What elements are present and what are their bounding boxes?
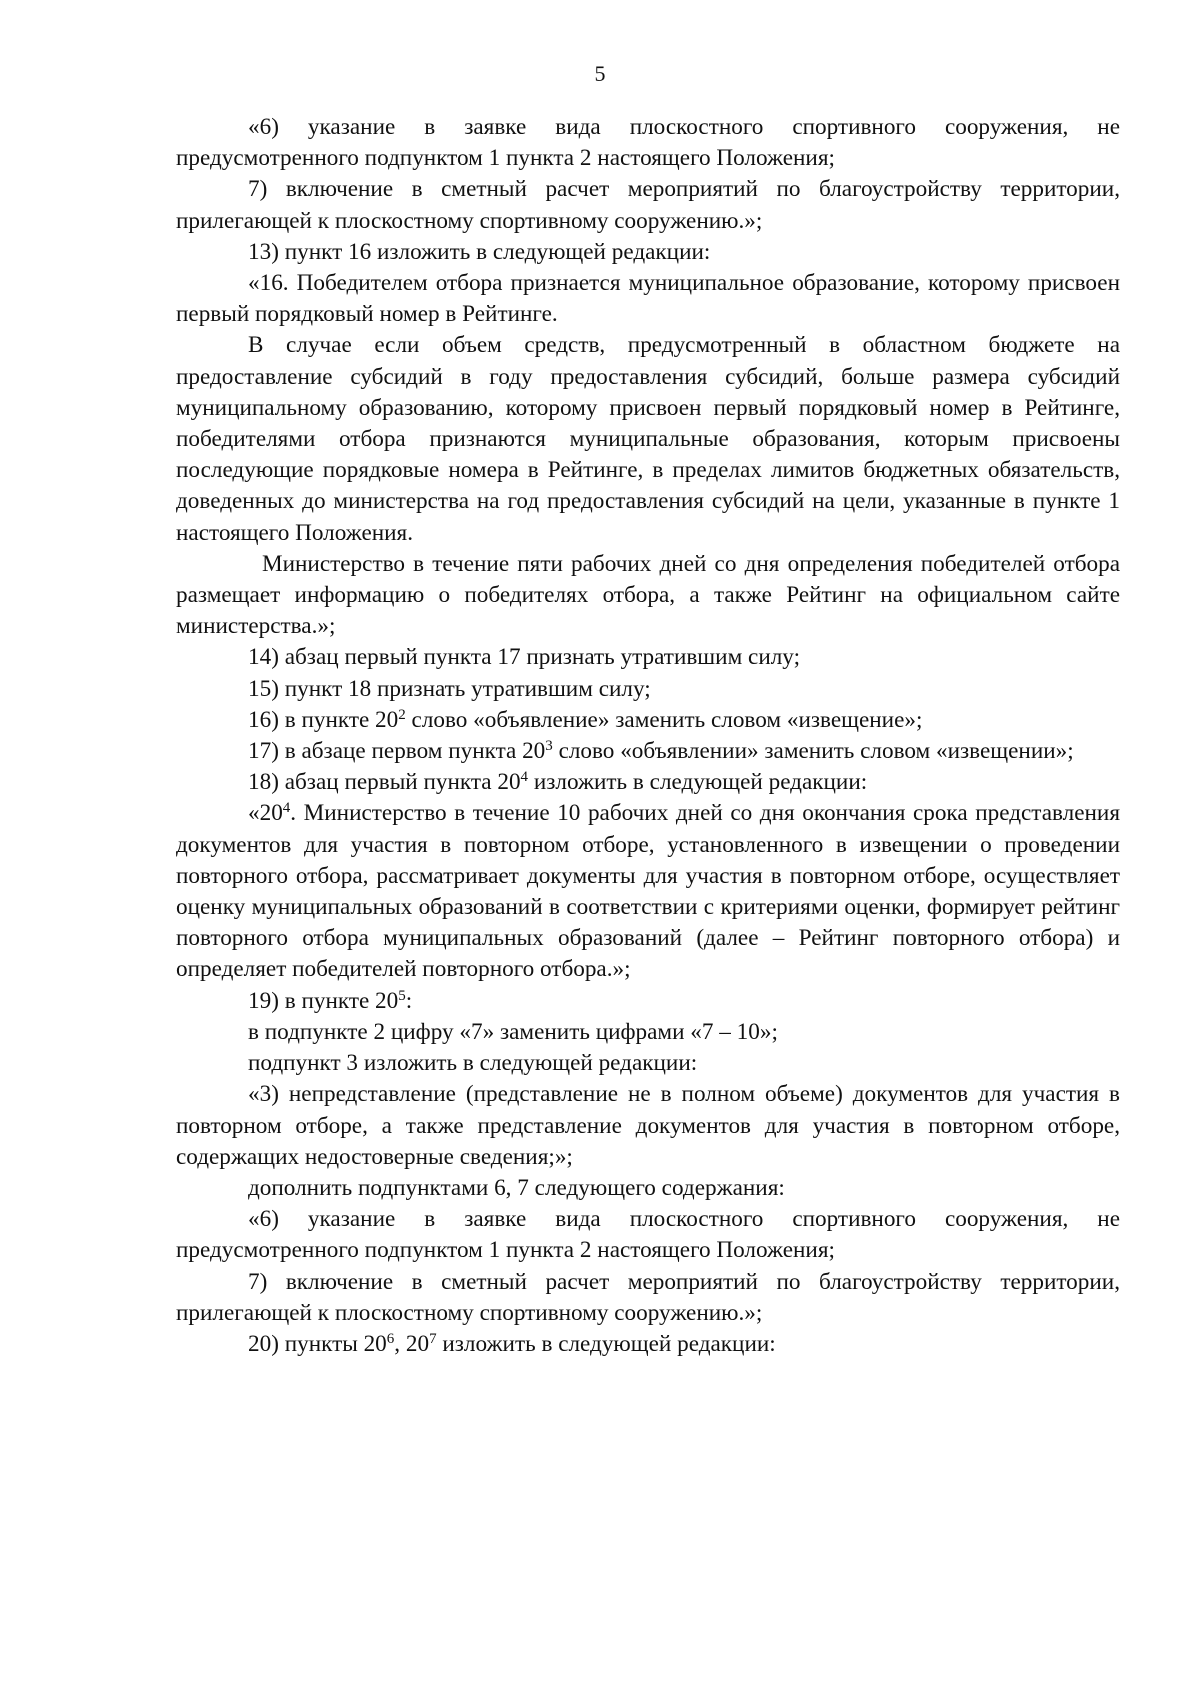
text-run: 18) абзац первый пункта 20 — [248, 769, 521, 796]
paragraph-subitem-6: «6) указание в заявке вида плоскостного спортивного сооружения, не предусмотренного подпунктом 1 пункта 2 настоящего Положения; — [176, 114, 1120, 172]
text-run: изложить в следующей редакции: — [436, 1330, 776, 1357]
paragraph-subitem-3-intro: подпункт 3 изложить в следующей редакции: — [248, 1050, 698, 1077]
paragraph-point-16: «16. Победителем отбора признается муниципальное образование, которому присвоен первый порядковый номер в Рейтинге. — [176, 270, 1120, 328]
text-run: 19) в пункте 20 — [248, 987, 399, 1014]
text-run: 16) в пункте 20 — [248, 706, 399, 733]
text-run: слово «объявление» заменить словом «извещение»; — [405, 706, 923, 733]
text-run: 17) в абзаце первом пункта 20 — [248, 738, 546, 765]
text-run: «20 — [248, 800, 283, 827]
paragraph-item-16 — [176, 705, 1120, 736]
superscript: 2 — [398, 706, 406, 723]
paragraph-item-17 — [176, 736, 1120, 767]
paragraph-point-20-4 — [176, 798, 1120, 985]
superscript: 3 — [545, 738, 553, 755]
paragraph-ministry-publication: Министерство в течение пяти рабочих дней со дня определения победителей отбора размещает информацию о победителях отбора, а также Рейтинг на официальном сайте министерства.»; — [176, 550, 1120, 640]
text-run: изложить в следующей редакции: — [528, 769, 868, 796]
superscript: 6 — [386, 1330, 395, 1347]
paragraph-item-18 — [176, 767, 1120, 798]
document-body — [176, 112, 1120, 1360]
paragraph-item-14: 14) абзац первый пункта 17 признать утратившим силу; — [248, 644, 801, 671]
paragraph-subitem-6-repeat: «6) указание в заявке вида плоскостного спортивного сооружения, не предусмотренного подпунктом 1 пункта 2 настоящего Положения; — [176, 1206, 1120, 1264]
text-run: . Министерство в течение 10 рабочих дней со дня окончания срока представления документов для участия в повторном отборе, установленного в извещении о проведении повторного отбора, рассматривает документы для участия в повторном отборе, осуществляет оценку муниципальных образований в соответствии с критериями оценки, формирует рейтинг повторного отбора муниципальных образований (далее – Рейтинг повторного отбора) и определяет победителей повторного отбора.»; — [176, 800, 1120, 983]
superscript: 7 — [429, 1330, 437, 1347]
paragraph-item-13: 13) пункт 16 изложить в следующей редакции: — [248, 238, 711, 265]
superscript: 5 — [398, 987, 406, 1004]
text-run: : — [405, 987, 413, 1014]
text-run: слово «объявлении» заменить словом «извещении»; — [552, 738, 1074, 765]
page-number: 5 — [594, 61, 606, 86]
paragraph-subitem-7-repeat: 7) включение в сметный расчет мероприятий по благоустройству территории, прилегающей к плоскостному спортивному сооружению.»; — [176, 1268, 1120, 1326]
paragraph-add-subitems: дополнить подпунктами 6, 7 следующего содержания: — [248, 1174, 785, 1201]
paragraph-winners-case: В случае если объем средств, предусмотренный в областном бюджете на предоставление субсидий в году предоставления субсидий, больше размера субсидий муниципальному образованию, которому присвоен первый порядковый номер в Рейтинге, победителями отбора признаются муниципальные образования, которым присвоены последующие порядковые номера в Рейтинге, в пределах лимитов бюджетных обязательств, доведенных до министерства на год предоставления субсидий на цели, указанные в пункте 1 настоящего Положения. — [176, 332, 1120, 546]
superscript: 4 — [520, 769, 529, 786]
text-run: 20) пункты 20 — [248, 1330, 387, 1357]
superscript: 4 — [282, 800, 291, 817]
paragraph-item-20 — [176, 1329, 1120, 1360]
paragraph-subitem-2-change: в подпункте 2 цифру «7» заменить цифрами «7 – 10»; — [248, 1018, 778, 1045]
paragraph-subitem-7: 7) включение в сметный расчет мероприятий по благоустройству территории, прилегающей к плоскостному спортивному сооружению.»; — [176, 176, 1120, 234]
paragraph-item-15: 15) пункт 18 признать утратившим силу; — [248, 675, 651, 702]
text-run: , 20 — [394, 1330, 430, 1357]
paragraph-subitem-3: «3) непредставление (представление не в полном объеме) документов для участия в повторном отборе, а также представление документов для участия в повторном отборе, содержащих недостоверные сведения;»; — [176, 1081, 1120, 1170]
paragraph-item-19 — [176, 986, 1120, 1017]
